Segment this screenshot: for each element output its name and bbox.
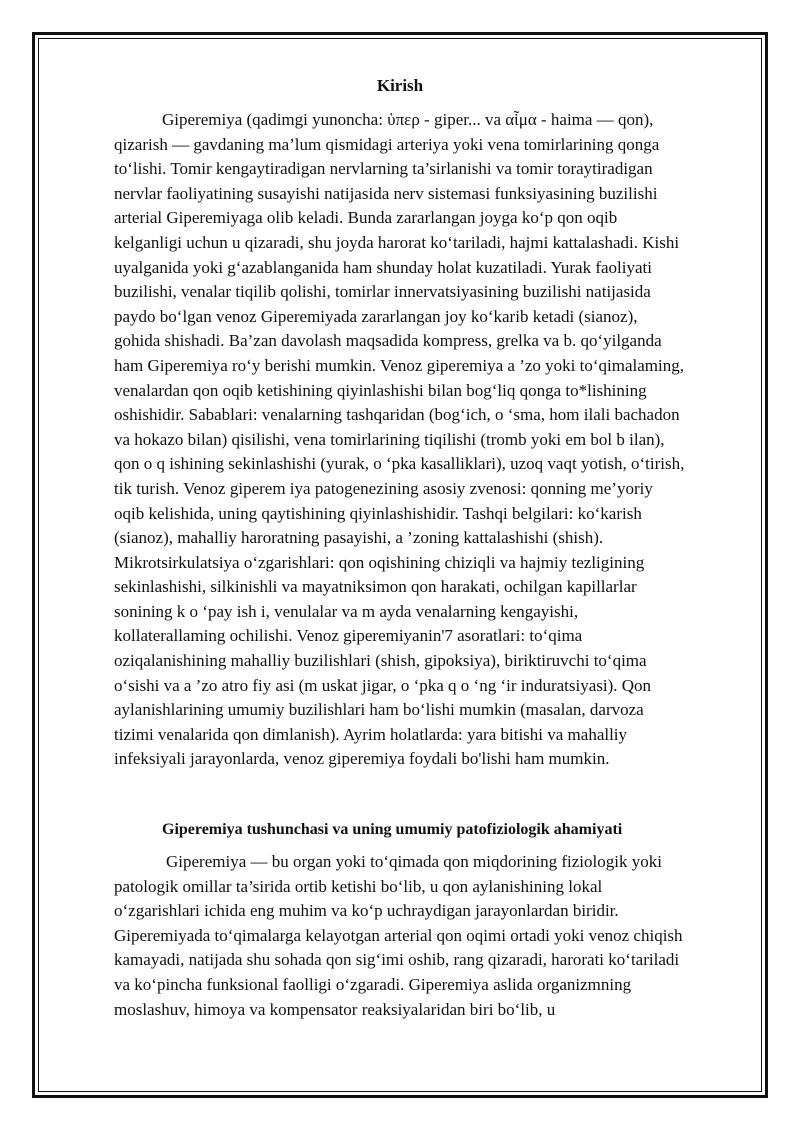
intro-paragraph: Giperemiya (qadimgi yunoncha: ὑπερ - giper... va αἷμα - haima — qon), qizarish — gavdaning ma’lum qismidagi arteriya yoki vena tomirlarining qonga to‘lishi. Tomir kengaytiradigan nervlarning ta’sirlanishi va tomir toraytiradigan nervlar faoliyatining susayishi natijasida nerv sistemasi funksiyasining buzilishi arterial Giperemiyaga olib keladi. Bunda zararlangan joyga ko‘p qon oqib kelganligi uchun u qizaradi, shu joyda harorat ko‘tariladi, hajmi kattalashadi. Kishi uyalganida yoki g‘azablanganida ham shunday holat kuzatiladi. Yurak faoliyati buzilishi, venalar tiqilib qolishi, tomirlar innervatsiyasining buzilishi natijasida paydo bo‘lgan venoz Giperemiyada zararlangan joy ko‘karib ketadi (sianoz), gohida shishadi. Ba’zan davolash maqsadida kompress, grelka va b. qo‘yilganda ham Giperemiya ro‘y berishi mumkin. Venoz giperemiya a ’zo yoki to‘qimalaming, venalardan qon oqib ketishining qiyinlashishi bilan bog‘liq qonga to*lishining oshishidir. Sabablari: venalarning tashqaridan (bog‘ich, o ‘sma, hom ilali bachadon va hokazo bilan) qisilishi, vena tomirlarining tiqilishi (tromb yoki em bol b ilan), qon o q ishining sekinlashishi (yurak, o ‘pka kasalliklari), uzoq vaqt yotish, o‘tirish, tik turish. Venoz giperem iya patogenezining asosiy zvenosi: qonning me’yoriy oqib kelishida, uning qaytishining qiyinlashishidir. Tashqi belgilari: ko‘karish (sianoz), mahalliy haroratning pasayishi, a ’zoning kattalashishi (shish). Mikrotsirkulatsiya o‘zgarishlari: qon oqishining chiziqli va hajmiy tezligining sekinlashishi, silkinishli va mayatniksimon qon harakati, ochilgan kapillarlar sonining k o ‘pay ish i, venulalar va m ayda venalarning kengayishi, kollaterallaming ochilishi. Venoz giperemiyanin'7 asoratlari: to‘qima oziqalanishining mahalliy buzilishlari (shish, gipoksiya), biriktiruvchi to‘qima o‘sishi va a ’zo atro fiy asi (m uskat jigar, o ‘pka q o ‘ng ‘ir induratsiyasi). Qon aylanishlarining umumiy buzilishlari ham bo‘lishi mumkin (masalan, darvoza tizimi venalarida qon dimlanish). Ayrim holatlarda: yara bitishi va mahalliy infeksiyali jarayonlarda, venoz giperemiya foydali bo'lishi ham mumkin. <box>114 110 685 769</box>
document-title: Kirish <box>376 76 424 95</box>
document-body <box>114 74 686 1022</box>
section-heading: Giperemiya tushunchasi va uning umumiy patofiziologik ahamiyati <box>162 821 623 839</box>
section-paragraph: Giperemiya — bu organ yoki to‘qimada qon miqdorining fiziologik yoki patologik omillar ta’sirida ortib ketishi bo‘lib, u qon aylanishining lokal o‘zgarishlari ichida eng muhim va ko‘p uchraydigan jarayonlardan biridir. Giperemiyada to‘qimalarga kelayotgan arterial qon oqimi ortadi yoki venoz chiqish kamayadi, natijada shu sohada qon sig‘imi oshib, rang qizaradi, harorati ko‘tariladi va ko‘pincha funksional faolligi o‘zgaradi. Giperemiya aslida organizmning moslashuv, himoya va kompensator reaksiyalaridan biri bo‘lib, u <box>114 852 683 1019</box>
